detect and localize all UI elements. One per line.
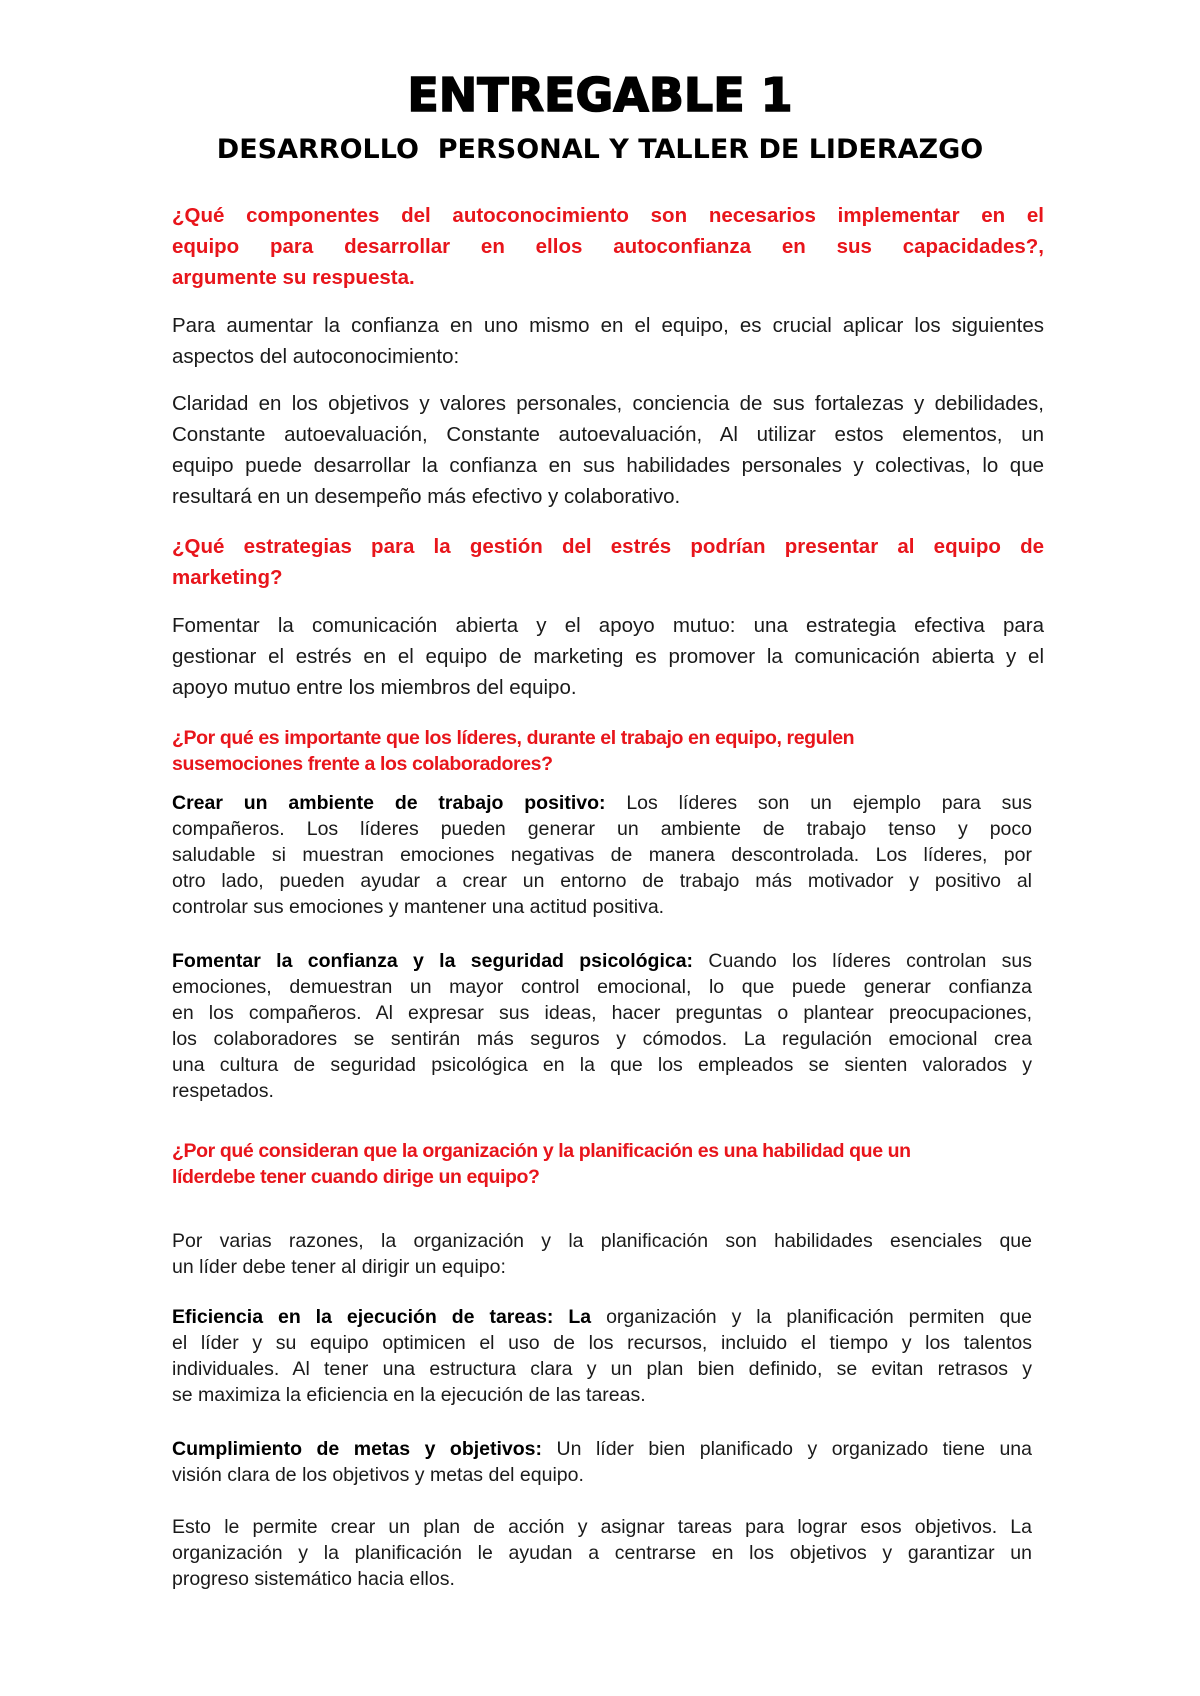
text-line: visión clara de los objetivos y metas del equipo. bbox=[172, 1464, 584, 1486]
text-line: progreso sistemático hacia ellos. bbox=[172, 1568, 455, 1590]
text-line bbox=[172, 790, 1032, 816]
text-line bbox=[172, 948, 1032, 974]
question-2 bbox=[172, 531, 1044, 593]
text-line: Para aumentar la confianza en uno mismo en el equipo, es crucial aplicar los siguientes bbox=[172, 314, 1044, 337]
text-line: un líder debe tener al dirigir un equipo: bbox=[172, 1256, 506, 1278]
text-line: otro lado, pueden ayudar a crear un entorno de trabajo más motivador y positivo al bbox=[172, 870, 1032, 892]
text-line: los colaboradores se sentirán más seguros y cómodos. La regulación emocional crea bbox=[172, 1028, 1032, 1050]
question-4-line: líderdebe tener cuando dirige un equipo? bbox=[172, 1166, 540, 1188]
text-line: individuales. Al tener una estructura clara y un plan bien definido, se evitan retrasos y bbox=[172, 1358, 1032, 1380]
question-4-line: ¿Por qué consideran que la organización y la planificación es una habilidad que un bbox=[172, 1140, 911, 1162]
question-1-line: equipo para desarrollar en ellos autoconfianza en sus capacidades?, bbox=[172, 235, 1044, 258]
text-line: apoyo mutuo entre los miembros del equipo. bbox=[172, 676, 577, 699]
text-line: resultará en un desempeño más efectivo y colaborativo. bbox=[172, 485, 681, 508]
answer-4-intro bbox=[172, 1228, 1032, 1280]
text-line: organización y la planificación le ayudan a centrarse en los objetivos y garantizar un bbox=[172, 1542, 1032, 1564]
text-line: respetados. bbox=[172, 1080, 274, 1102]
question-2-line: ¿Qué estrategias para la gestión del estrés podrían presentar al equipo de bbox=[172, 535, 1044, 558]
document-subtitle: DESARROLLO PERSONAL Y TALLER DE LIDERAZGO bbox=[216, 134, 984, 165]
text-line: Constante autoevaluación, Constante autoevaluación, Al utilizar estos elementos, un bbox=[172, 423, 1044, 446]
question-4 bbox=[172, 1138, 1044, 1190]
answer-4-paragraph-1 bbox=[172, 1304, 1032, 1408]
text-line: Fomentar la comunicación abierta y el apoyo mutuo: una estrategia efectiva para bbox=[172, 614, 1044, 637]
bold-lead: Crear un ambiente de trabajo positivo: bbox=[172, 792, 606, 814]
text-run: Cuando los líderes controlan sus bbox=[693, 950, 1032, 972]
answer-3-paragraph-1 bbox=[172, 790, 1032, 920]
text-line: saludable si muestran emociones negativas de manera descontrolada. Los líderes, por bbox=[172, 844, 1032, 866]
bold-lead: Cumplimiento de metas y objetivos: bbox=[172, 1438, 543, 1460]
text-line: aspectos del autoconocimiento: bbox=[172, 345, 460, 368]
question-1-line: argumente su respuesta. bbox=[172, 266, 415, 289]
text-line: emociones, demuestran un mayor control emocional, lo que puede generar confianza bbox=[172, 976, 1032, 998]
text-line: Esto le permite crear un plan de acción y asignar tareas para lograr esos objetivos. La bbox=[172, 1516, 1032, 1538]
text-line: en los compañeros. Al expresar sus ideas, hacer preguntas o plantear preocupaciones, bbox=[172, 1002, 1032, 1024]
text-line: equipo puede desarrollar la confianza en sus habilidades personales y colectivas, lo que bbox=[172, 454, 1044, 477]
bold-lead: Eficiencia en la ejecución de tareas: La bbox=[172, 1306, 592, 1328]
text-line: el líder y su equipo optimicen el uso de los recursos, incluido el tiempo y los talentos bbox=[172, 1332, 1032, 1354]
answer-3-paragraph-2 bbox=[172, 948, 1032, 1104]
question-3-line: susemociones frente a los colaboradores? bbox=[172, 753, 553, 775]
answer-2 bbox=[172, 610, 1044, 703]
text-run: Un líder bien planificado y organizado tiene una bbox=[542, 1438, 1032, 1460]
answer-4-paragraph-2 bbox=[172, 1436, 1032, 1488]
text-line: se maximiza la eficiencia en la ejecución de las tareas. bbox=[172, 1384, 646, 1406]
answer-4-paragraph-3 bbox=[172, 1514, 1032, 1592]
answer-1-paragraph-2 bbox=[172, 388, 1044, 512]
text-line bbox=[172, 1304, 1032, 1330]
text-line: gestionar el estrés en el equipo de marketing es promover la comunicación abierta y el bbox=[172, 645, 1044, 668]
text-run: Los líderes son un ejemplo para sus bbox=[605, 792, 1033, 814]
text-line: controlar sus emociones y mantener una actitud positiva. bbox=[172, 896, 665, 918]
bold-lead: Fomentar la confianza y la seguridad psicológica: bbox=[172, 950, 694, 972]
document-title: ENTREGABLE 1 bbox=[407, 68, 793, 122]
question-3 bbox=[172, 725, 1044, 777]
text-line: Por varias razones, la organización y la planificación son habilidades esenciales que bbox=[172, 1230, 1032, 1252]
text-line: una cultura de seguridad psicológica en la que los empleados se sienten valorados y bbox=[172, 1054, 1032, 1076]
text-line bbox=[172, 1436, 1032, 1462]
text-run: organización y la planificación permiten que bbox=[591, 1306, 1032, 1328]
question-3-line: ¿Por qué es importante que los líderes, durante el trabajo en equipo, regulen bbox=[172, 727, 855, 749]
text-line: compañeros. Los líderes pueden generar un ambiente de trabajo tenso y poco bbox=[172, 818, 1032, 840]
text-line: Claridad en los objetivos y valores personales, conciencia de sus fortalezas y debilidades, bbox=[172, 392, 1044, 415]
answer-1-paragraph-1 bbox=[172, 310, 1044, 372]
question-1 bbox=[172, 200, 1044, 293]
question-1-line: ¿Qué componentes del autoconocimiento son necesarios implementar en el bbox=[172, 204, 1044, 227]
question-2-line: marketing? bbox=[172, 566, 283, 589]
